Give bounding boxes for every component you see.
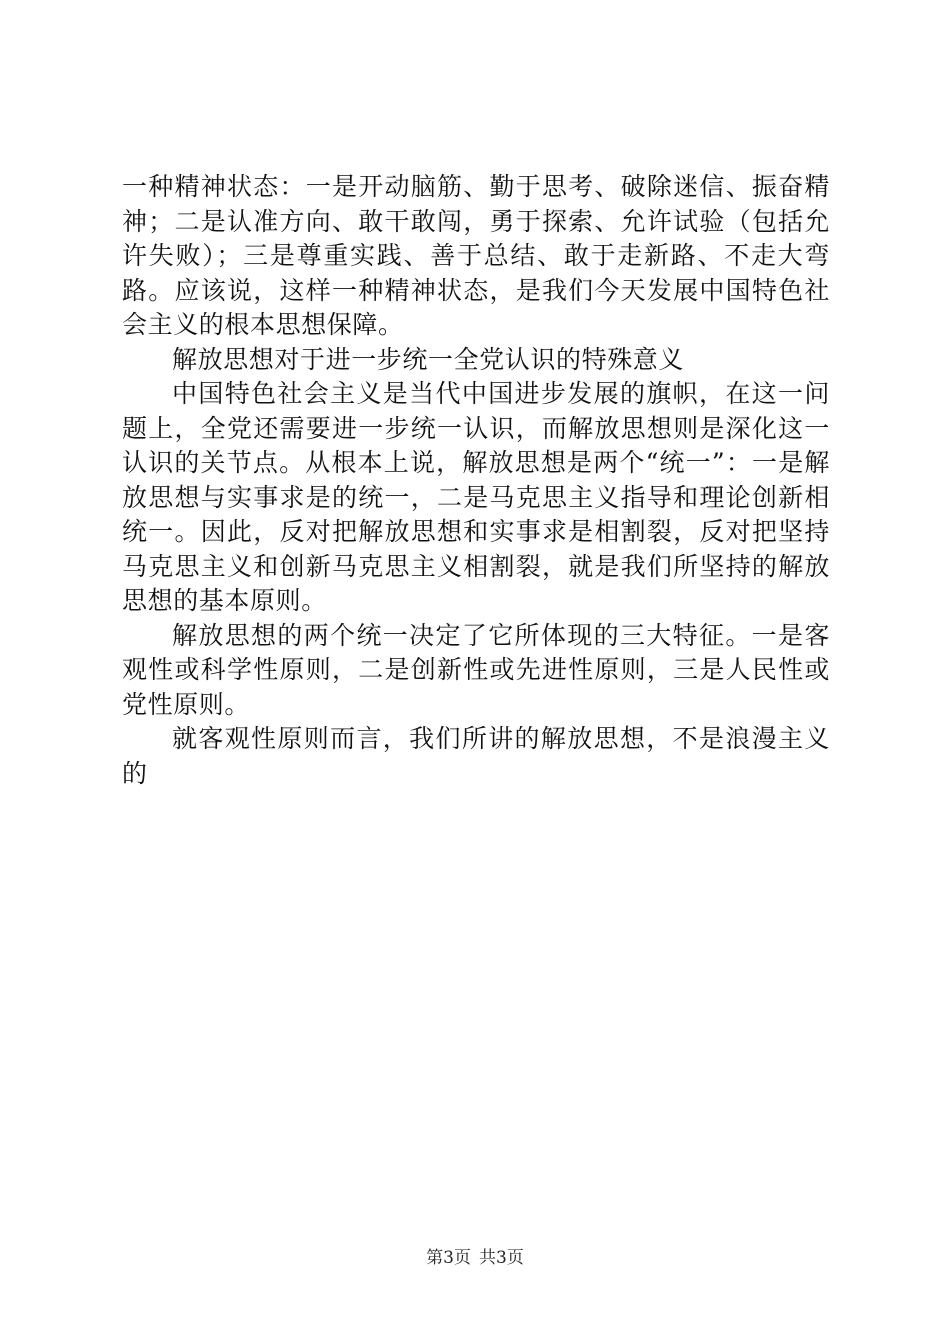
document-body [122,170,830,791]
paragraph-objectivity: 就客观性原则而言，我们所讲的解放思想，不是浪漫主义的 [122,724,830,788]
paragraph-unity: 中国特色社会主义是当代中国进步发展的旗帜，在这一问题上，全党还需要进一步统一认识，而解放思想则是深化这一认识的关节点。从根本上说，解放思想是两个“统一”：一是解放思想与实事求是的统一，二是马克思主义指导和理论创新相统一。因此，反对把解放思想和实事求是相割裂，反对把坚持马克思主义和创新马克思主义相割裂，就是我们所坚持的解放思想的基本原则。 [122,379,830,615]
page-number: 第3页 [426,1248,471,1268]
paragraph-features: 解放思想的两个统一决定了它所体现的三大特征。一是客观性或科学性原则，二是创新性或先进性原则，三是人民性或党性原则。 [122,620,830,719]
section-heading: 解放思想对于进一步统一全党认识的特殊意义 [172,344,685,374]
paragraph-continuation: 一种精神状态：一是开动脑筋、勤于思考、破除迷信、振奋精神；二是认准方向、敢干敢闯，勇于探索、允许试验（包括允许失败）；三是尊重实践、善于总结、敢于走新路、不走大弯路。应该说，这样一种精神状态，是我们今天发展中国特色社会主义的根本思想保障。 [122,172,830,339]
page-total: 共3页 [479,1248,524,1268]
page-footer [0,1243,950,1268]
